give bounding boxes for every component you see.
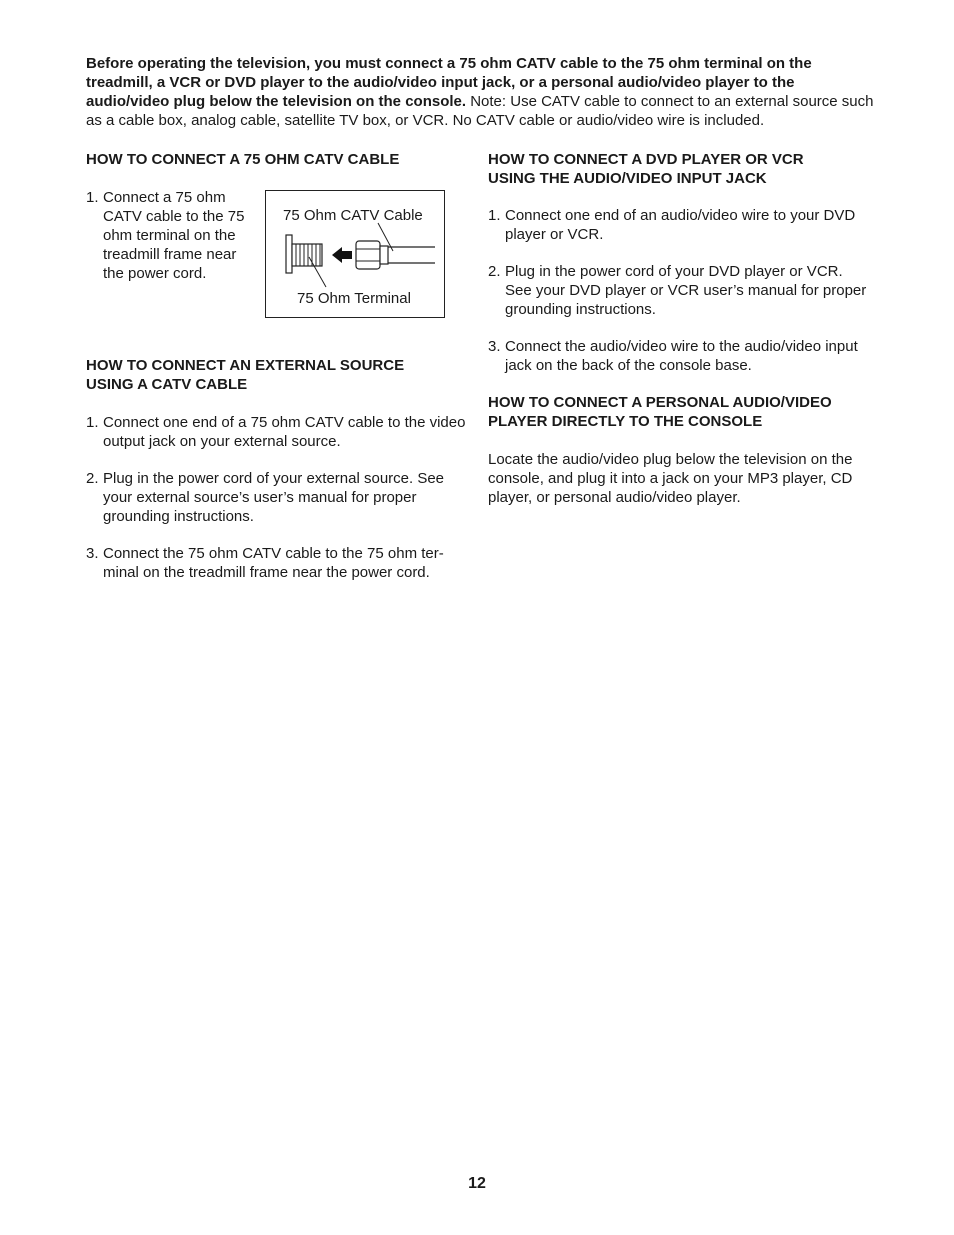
- step-number: 1.: [86, 414, 99, 431]
- section-personal-player: [488, 393, 873, 507]
- section-dvd-vcr: [488, 150, 873, 375]
- connector-body-shape: [380, 246, 388, 264]
- step-text: Connect one end of an audio/video wire to your DVD player or VCR.: [505, 207, 856, 243]
- figure-label-terminal: 75 Ohm Terminal: [297, 290, 411, 307]
- section-external-source: [86, 356, 466, 582]
- step-text: Connect one end of a 75 ohm CATV cable to the video output jack on your external source.: [103, 414, 466, 450]
- step-number: 3.: [86, 545, 99, 562]
- list-item: [86, 544, 466, 582]
- list-item: [488, 206, 873, 244]
- step-number: 3.: [488, 338, 501, 355]
- catv-connection-figure: [265, 190, 445, 318]
- step-number: 1.: [488, 207, 501, 224]
- step-number: 2.: [488, 263, 501, 280]
- step-number: 2.: [86, 470, 99, 487]
- section-heading: HOW TO CONNECT AN EXTERNAL SOURCE USING A CATV CABLE: [86, 357, 405, 393]
- step-text: Connect the audio/video wire to the audio/video input jack on the back of the console base.: [505, 338, 858, 374]
- step-text: Connect a 75 ohm CATV cable to the 75 ohm terminal on the treadmill frame near the power cord.: [103, 189, 245, 282]
- step-text: Connect the 75 ohm CATV cable to the 75 ohm ter- minal on the treadmill frame near the power cord.: [103, 545, 444, 581]
- page-number: 12: [468, 1175, 486, 1192]
- intro-note-text: Note: Use CATV cable to connect to an external source such as a cable box, analog cable, satellite TV box, or VCR. No CATV cable or audio/video wire is included.: [86, 93, 874, 129]
- list-item: [488, 337, 873, 375]
- list-item: [488, 262, 873, 319]
- section-heading: HOW TO CONNECT A PERSONAL AUDIO/VIDEO PLAYER DIRECTLY TO THE CONSOLE: [488, 394, 832, 430]
- list-item: [86, 469, 466, 526]
- step-text: Plug in the power cord of your external source. See your external source’s user’s manual for proper grounding instructions.: [103, 470, 445, 525]
- section-heading: HOW TO CONNECT A 75 OHM CATV CABLE: [86, 151, 400, 168]
- list-item: [86, 188, 253, 283]
- terminal-plate-shape: [286, 235, 292, 273]
- step-text: Plug in the power cord of your DVD player or VCR. See your DVD player or VCR user’s manual for proper grounding instructions.: [505, 263, 867, 318]
- list-item: [86, 413, 466, 451]
- section-body: Locate the audio/video plug below the television on the console, and plug it into a jack on your MP3 player, CD player, or personal audio/video player.: [488, 451, 853, 506]
- connector-nut-shape: [356, 241, 380, 269]
- step-number: 1.: [86, 189, 99, 206]
- figure-label-cable: 75 Ohm CATV Cable: [283, 207, 423, 224]
- intro-bold-text: Before operating the television, you must connect a 75 ohm CATV cable to the 75 ohm terminal on the treadmill, a VCR or DVD player to the audio/video input jack, or a personal audio/video player to the audio/video plug below the television on the console.: [86, 55, 812, 110]
- section-heading: HOW TO CONNECT A DVD PLAYER OR VCR USING THE AUDIO/VIDEO INPUT JACK: [488, 151, 804, 187]
- intro-paragraph: [86, 54, 876, 130]
- arrow-left-icon: [332, 247, 352, 263]
